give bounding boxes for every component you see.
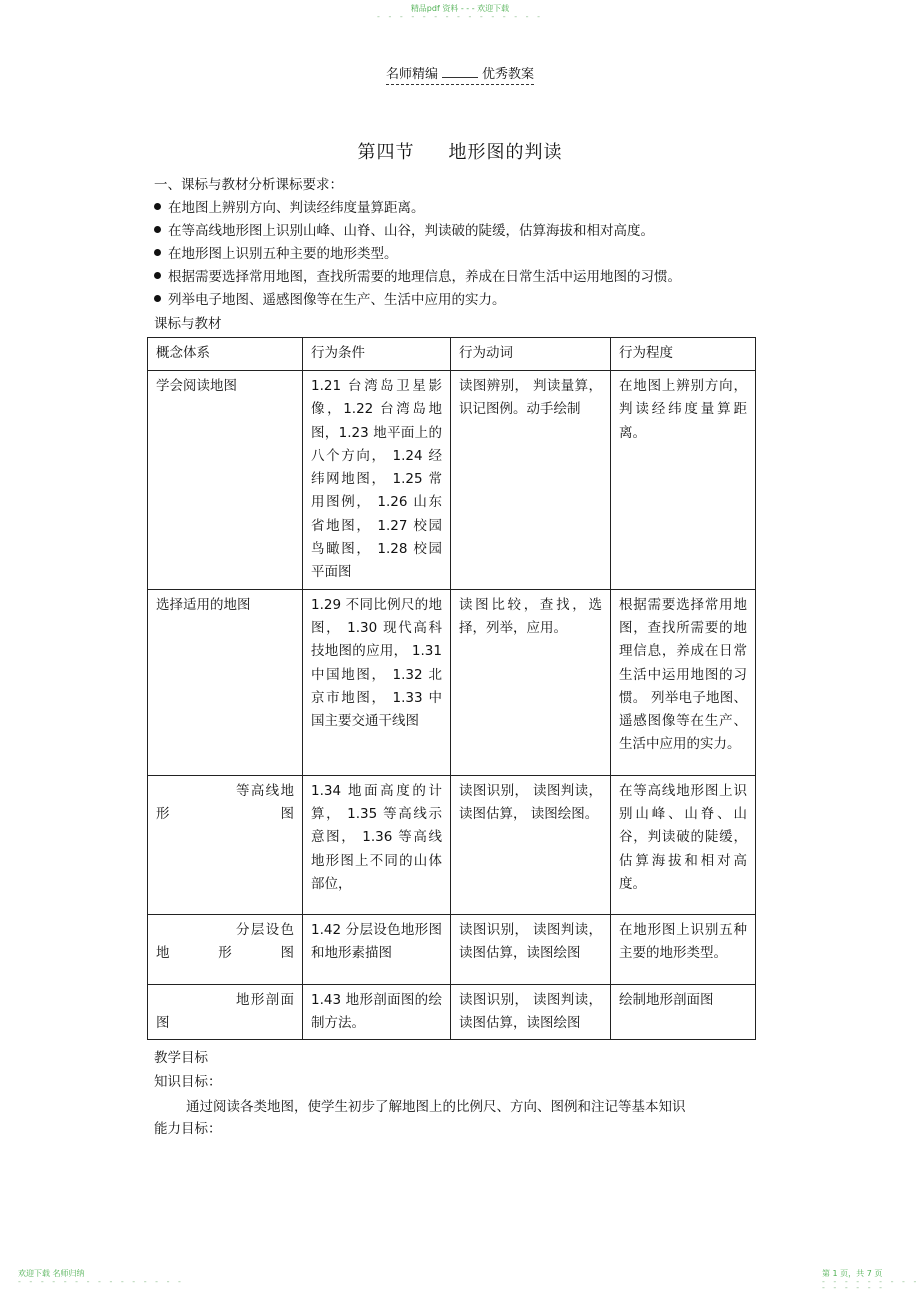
header-right: 优秀教案: [482, 67, 535, 82]
footer-left-dots: - - - - - - - - - - - - - - -: [18, 1277, 184, 1286]
table-row: [148, 371, 756, 590]
degree-cell: 绘制地形剖面图: [611, 984, 756, 1040]
footer-right-dots: - - - - - - - - - - - - - - -: [822, 1277, 920, 1292]
ability-label: 能力目标：: [154, 1121, 222, 1137]
standards-table: [147, 337, 756, 1040]
analysis-heading: 一、课标与教材分析课标要求：: [154, 177, 343, 193]
page-title: [0, 138, 920, 164]
table-header-row: [148, 338, 756, 371]
bullet-icon: [154, 203, 161, 210]
header-cell: 行为程度: [611, 338, 756, 371]
bullet-icon: [154, 295, 161, 302]
verb-cell: 读图辨别， 判读量算，识记图例。动手绘制: [451, 371, 611, 590]
header-left: 名师精编: [385, 67, 438, 82]
requirement-item: 在地形图上识别五种主要的地形类型。: [154, 245, 398, 263]
degree-cell: 在地图上辨别方向，判读经纬度量算距离。: [611, 371, 756, 590]
table-row: [148, 775, 756, 914]
concept-cell: 选择适用的地图: [148, 589, 303, 775]
requirement-item: 列举电子地图、遥感图像等在生产、生活中应用的实力。: [154, 291, 506, 309]
top-watermark: [0, 4, 920, 20]
page-header: [0, 63, 920, 85]
footer-left: 欢迎下载 名师归纳 - - - - - - - - - - - - - - -: [18, 1269, 184, 1286]
table-row: [148, 984, 756, 1040]
table-caption: 课标与教材: [154, 316, 222, 332]
condition-cell: 1.29 不同比例尺的地图， 1.30 现代高科技地图的应用， 1.31 中国地图， 1.32 北京市地图， 1.33 中国主要交通干线图: [303, 589, 451, 775]
header-cell: 行为条件: [303, 338, 451, 371]
concept-cell: 地形剖面图: [148, 984, 303, 1040]
footer-page-number: 第 1 页，共 7 页 - - - - - - - - - - - - - - -: [822, 1269, 920, 1292]
title-section: 第四节: [357, 142, 415, 163]
bullet-icon: [154, 226, 161, 233]
verb-cell: 读图识别， 读图判读，读图估算，读图绘图: [451, 914, 611, 984]
concept-cell: 学会阅读地图: [148, 371, 303, 590]
concept-cell: 等高线地形图: [148, 775, 303, 914]
degree-cell: 在等高线地形图上识别山峰、山脊、山谷，判读破的陡缓，估算海拔和相对高度。: [611, 775, 756, 914]
verb-cell: 读图比较，查找，选择，列举，应用。: [451, 589, 611, 775]
table-row: [148, 914, 756, 984]
objectives-heading: 教学目标: [154, 1050, 208, 1066]
header-underline: [442, 67, 478, 78]
requirement-item: 在地图上辨别方向、判读经纬度量算距离。: [154, 199, 425, 217]
verb-cell: 读图识别， 读图判读，读图估算， 读图绘图。: [451, 775, 611, 914]
header-cell: 概念体系: [148, 338, 303, 371]
title-name: 地形图的判读: [448, 142, 563, 163]
knowledge-label: 知识目标：: [154, 1074, 222, 1090]
requirement-item: 根据需要选择常用地图，查找所需要的地理信息，养成在日常生活中运用地图的习惯。: [154, 268, 681, 286]
degree-cell: 根据需要选择常用地图，查找所需要的地理信息，养成在日常生活中运用地图的习惯。 列举电子地图、遥感图像等在生产、生活中应用的实力。: [611, 589, 756, 775]
watermark-text: 精品pdf 资料 - - - 欢迎下载: [410, 4, 510, 13]
bullet-icon: [154, 272, 161, 279]
concept-cell: 分层设色地形图: [148, 914, 303, 984]
knowledge-text: 通过阅读各类地图，使学生初步了解地图上的比例尺、方向、图例和注记等基本知识: [186, 1099, 686, 1115]
requirement-item: 在等高线地形图上识别山峰、山脊、山谷，判读破的陡缓，估算海拔和相对高度。: [154, 222, 654, 240]
condition-cell: 1.42 分层设色地形图和地形素描图: [303, 914, 451, 984]
condition-cell: 1.43 地形剖面图的绘制方法。: [303, 984, 451, 1040]
header-cell: 行为动词: [451, 338, 611, 371]
bullet-icon: [154, 249, 161, 256]
condition-cell: 1.21 台湾岛卫星影像，1.22 台湾岛地图，1.23 地平面上的八个方向， 1.24 经纬网地图， 1.25 常用图例， 1.26 山东省地图， 1.27 校园鸟瞰图， 1.28 校园平面图: [303, 371, 451, 590]
condition-cell: 1.34 地面高度的计算， 1.35 等高线示意图， 1.36 等高线地形图上不同的山体部位，: [303, 775, 451, 914]
table-row: [148, 589, 756, 775]
degree-cell: 在地形图上识别五种主要的地形类型。: [611, 914, 756, 984]
verb-cell: 读图识别， 读图判读，读图估算，读图绘图: [451, 984, 611, 1040]
watermark-dots: - - - - - - - - - - - - - - -: [377, 12, 543, 21]
